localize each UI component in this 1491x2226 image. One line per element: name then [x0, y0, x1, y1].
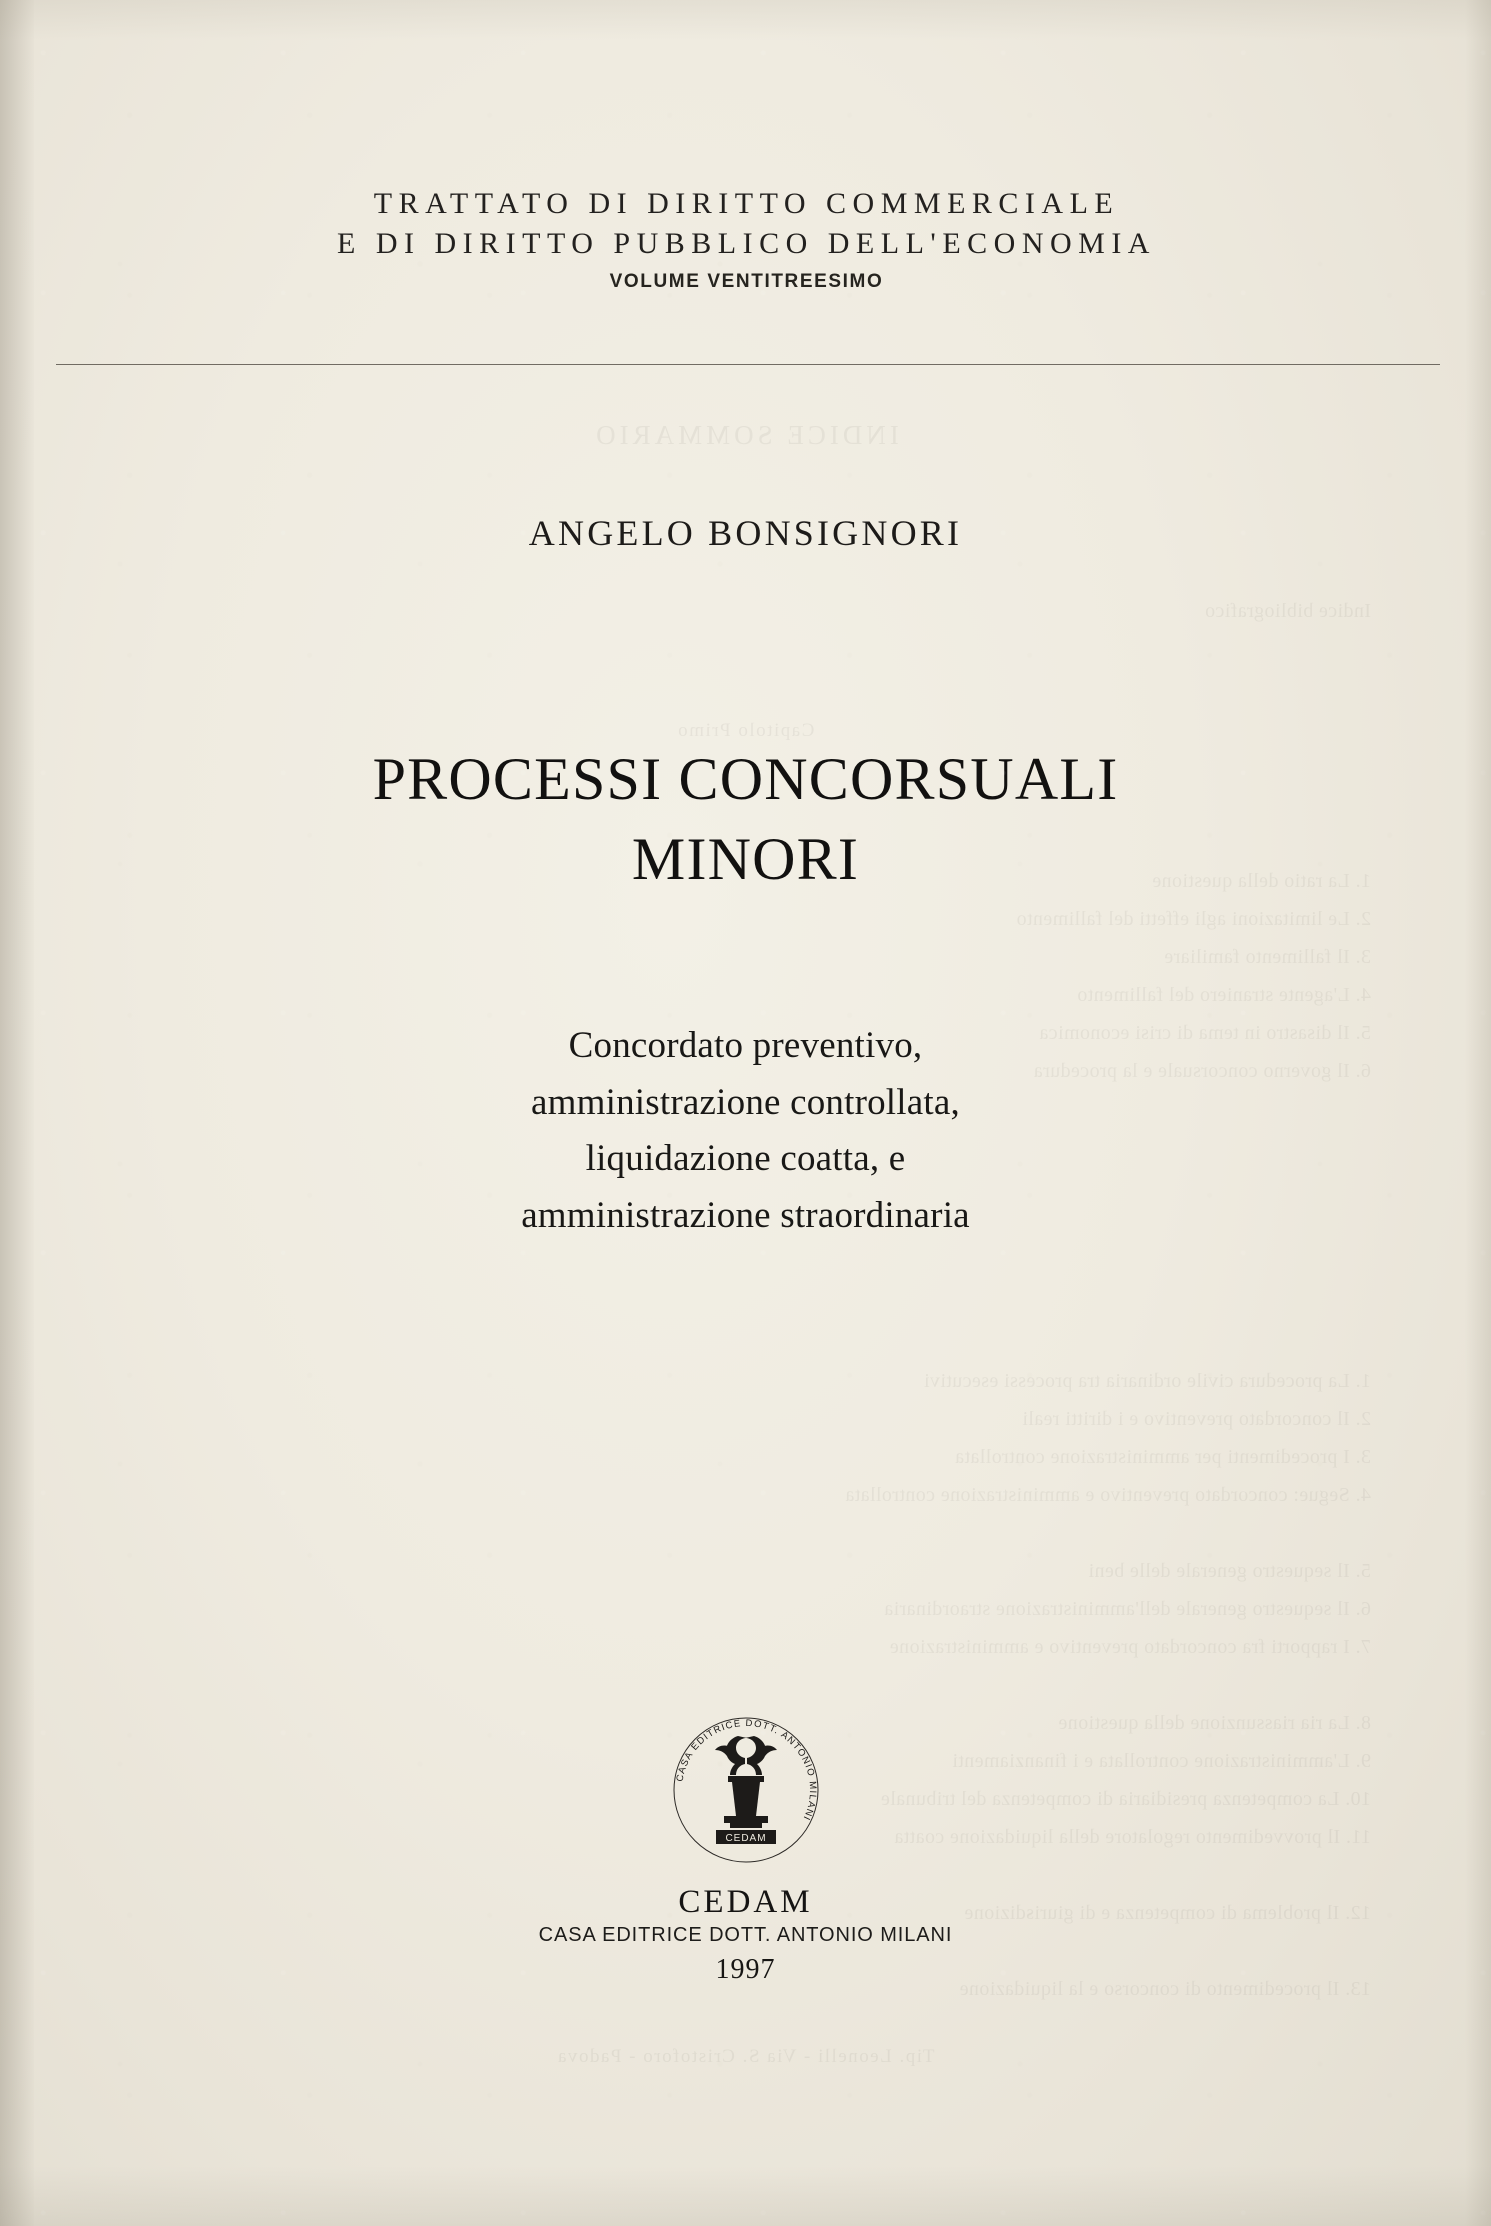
- series-block: [50, 184, 1443, 293]
- series-line-2: E DI DIRITTO PUBBLICO DELL'ECONOMIA: [337, 226, 1156, 260]
- show-through-line: 4. L'agente straniero del fallimento: [1076, 984, 1371, 1006]
- series-line-1: TRATTATO DI DIRITTO COMMERCIALE: [373, 187, 1120, 220]
- show-through-line: 3. Il fallimento familiare: [1164, 946, 1371, 968]
- horizontal-rule: [56, 364, 1440, 365]
- show-through-line: 7. I rapporti fra concordato preventivo e amministrazione: [889, 1636, 1371, 1658]
- show-through-line: 1. La ratio della questione: [1151, 870, 1371, 892]
- show-through-footer: Tip. Leonelli - Via S. Cristoforo - Padova: [556, 2046, 935, 2067]
- cedam-publisher-logo-icon: [666, 1690, 826, 1880]
- book-subtitle-line-3: liquidazione coatta, e: [585, 1138, 906, 1180]
- book-subtitle-line-2: amministrazione controllata,: [531, 1081, 960, 1123]
- show-through-line: 6. Il governo concorsuale e la procedura: [1033, 1060, 1371, 1082]
- show-through-heading: INDICE SOMMARIO: [592, 420, 899, 450]
- show-through-line: 5. Il sequestro generale delle beni: [1088, 1560, 1371, 1582]
- show-through-line: 2. Le limitazioni agli effetti del fallimento: [1016, 908, 1371, 930]
- book-title-line-2: MINORI: [631, 825, 860, 892]
- publisher-name: CEDAM: [678, 1884, 813, 1920]
- svg-text:CASA EDITRICE DOTT. ANTONIO MI: CASA EDITRICE DOTT. ANTONIO MILANI: [674, 1717, 818, 1823]
- show-through-line: 5. Il disastro in tema di crisi economica: [1039, 1022, 1371, 1044]
- book-title-line-1: PROCESSI CONCORSUALI: [372, 746, 1119, 812]
- book-subtitle: [0, 1018, 1491, 1244]
- show-through-line: 2. Il concordato preventivo e i diritti reali: [1022, 1408, 1371, 1430]
- show-through-line: 12. Il problema di competenza e di giurisdizione: [964, 1902, 1371, 1924]
- publisher-full-name: CASA EDITRICE DOTT. ANTONIO MILANI: [538, 1924, 953, 1946]
- book-title: [0, 740, 1491, 900]
- show-through-line: 4. Segue: concordato preventivo e amministrazione controllata: [845, 1484, 1371, 1506]
- show-through-line: 10. La competenza presidiaria di competenza del tribunale: [880, 1788, 1371, 1810]
- svg-text:CEDAM: CEDAM: [724, 1833, 767, 1844]
- show-through-line: 9. L'amministrazione controllata e i finanziamenti: [951, 1750, 1371, 1772]
- show-through-line: 11. Il provvedimento regolatore della liquidazione coatta: [894, 1826, 1371, 1848]
- show-through-line: 8. La ria riassunzione della questione: [1058, 1712, 1371, 1734]
- publisher-block: [0, 1690, 1491, 1986]
- show-through-line: 13. Il procedimento di concorso e la liquidazione: [959, 1978, 1371, 2000]
- show-through-line: 3. I procedimenti per amministrazione controllata: [954, 1446, 1371, 1468]
- author-name: ANGELO BONSIGNORI: [528, 513, 963, 553]
- show-through-line: 1. La procedura civile ordinaria tra processi esecutivi: [923, 1370, 1371, 1392]
- show-through-line: Indice bibliografico: [1204, 600, 1371, 622]
- show-through-line: 6. Il sequestro generale dell'amministrazione straordinaria: [883, 1598, 1371, 1620]
- show-through-line: Capitolo Primo: [676, 720, 815, 741]
- series-volume: VOLUME VENTITREESIMO: [609, 270, 884, 292]
- book-subtitle-line-1: Concordato preventivo,: [568, 1025, 923, 1066]
- publication-year: 1997: [715, 1954, 776, 1985]
- book-subtitle-line-4: amministrazione straordinaria: [521, 1194, 970, 1236]
